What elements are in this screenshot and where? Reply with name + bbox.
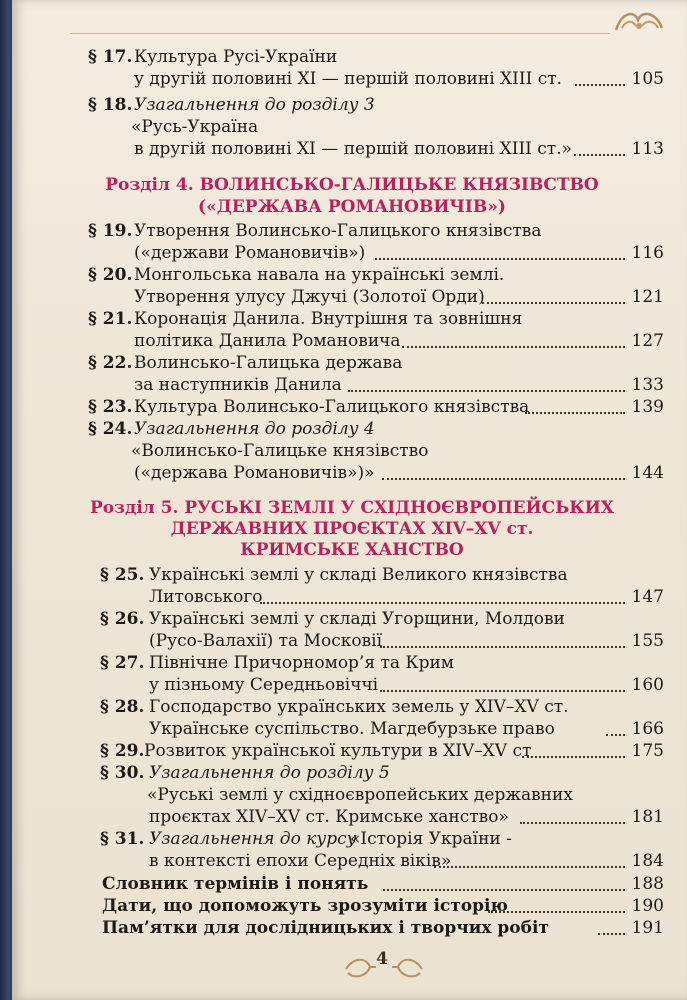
entry-title-line: Дати, що допоможуть зрозуміти історію [102, 896, 508, 916]
page-ref: 113 [631, 139, 664, 159]
entry-number: § 19. [88, 221, 133, 241]
leader-dots [260, 602, 625, 604]
leader-dots [382, 478, 625, 480]
leader-dots [375, 258, 625, 260]
page-ref: 121 [631, 287, 664, 307]
entry-title-line: Українські землі у складі Великого князівства [149, 565, 568, 585]
page-ref: 188 [631, 874, 664, 894]
entry-title-line: Розвиток української культури в XIV–XV ст [144, 741, 532, 761]
entry-title-line: за наступників Данила [134, 375, 342, 395]
leader-dots [525, 412, 625, 414]
page-ref: 184 [631, 851, 664, 871]
book-page [12, 0, 687, 1000]
entry-title-line: Литовського [149, 587, 263, 607]
entry-title-line: Утворення Волинсько-Галицького князівства [134, 221, 542, 241]
leader-dots [383, 889, 625, 891]
entry-number: § 23. [88, 397, 133, 417]
entry-title-line: «Історія України - [350, 829, 512, 849]
entry-title-line: Словник термінів і понять [102, 874, 369, 894]
leader-dots [434, 866, 625, 868]
leader-dots [575, 84, 625, 86]
entry-number: § 27. [100, 653, 145, 673]
page-ref: 147 [631, 587, 664, 607]
page-ref: 166 [631, 719, 664, 739]
entry-number: § 30. [100, 763, 145, 783]
page-ref: 181 [631, 807, 664, 827]
entry-title-line: Коронація Данила. Внутрішня та зовнішня [134, 309, 523, 329]
section-heading: Розділ 5. РУСЬКІ ЗЕМЛІ У СХІДНОЄВРОПЕЙСЬКИХ [90, 498, 614, 518]
entry-title-line: у другій половині XI — першій половині XIII ст. [134, 69, 563, 89]
page-ref: 144 [631, 463, 664, 483]
entry-title-line: «Волинсько-Галицьке князівство [131, 441, 429, 461]
page-ref: 105 [631, 69, 664, 89]
page-ref: 160 [631, 675, 664, 695]
entry-title-line: Волинсько-Галицька держава [134, 353, 403, 373]
entry-title-line: (Русо-Валахії) та Московії [149, 631, 383, 651]
entry-title-line: Монгольська навала на українські землі. [134, 265, 505, 285]
entry-title-line: проєктах XIV–XV ст. Кримське ханство» [149, 807, 509, 827]
entry-title-line: («держави Романовичів») [134, 243, 366, 263]
leader-dots [348, 390, 625, 392]
entry-number: § 28. [100, 697, 145, 717]
entry-title-line: в контексті епохи Середніх віків» [149, 851, 452, 871]
leader-dots [380, 646, 625, 648]
entry-title-line: Господарство українських земель у XIV–XV ст. [149, 697, 569, 717]
entry-title-line: у пізньому Середньовіччі [149, 675, 379, 695]
page-ref: 133 [631, 375, 664, 395]
section-heading: Розділ 4. ВОЛИНСЬКО-ГАЛИЦЬКЕ КНЯЗІВСТВО [105, 175, 599, 195]
page-ref: 139 [631, 397, 664, 417]
entry-number: § 29. [100, 741, 145, 761]
entry-number: § 20. [88, 265, 133, 285]
leader-dots [488, 911, 625, 913]
entry-title-line: Українське суспільство. Магдебурзьке право [149, 719, 555, 739]
entry-number: § 26. [100, 609, 145, 629]
page-ref: 127 [631, 331, 664, 351]
entry-number: § 21. [88, 309, 133, 329]
entry-title-line: Узагальнення до розділу 5 [149, 763, 390, 783]
page-ref: 116 [631, 243, 664, 263]
entry-number: § 31. [100, 829, 145, 849]
entry-number: § 25. [100, 565, 145, 585]
entry-title-line: Пам’ятки для дослідницьких і творчих робіт [102, 918, 549, 938]
leader-dots [402, 346, 625, 348]
entry-number: § 22. [88, 353, 133, 373]
leader-dots [482, 302, 625, 304]
entry-number: § 17. [88, 47, 133, 67]
table-of-contents [12, 0, 687, 1000]
entry-title-line: в другій половині XI — першій половині XIII ст.» [134, 139, 573, 159]
page-ref: 190 [631, 896, 664, 916]
entry-title-line: Північне Причорномор’я та Крим [149, 653, 455, 673]
entry-title-line: Українські землі у складі Угорщини, Молдови [149, 609, 565, 629]
page-ref: 175 [631, 741, 664, 761]
page-number: 4 [376, 949, 388, 969]
entry-title-line: «Руські землі у східноєвропейських державних [147, 785, 573, 805]
entry-title-line: «Русь-Україна [131, 117, 259, 137]
leader-dots [522, 756, 625, 758]
section-heading: ДЕРЖАВНИХ ПРОЄКТАХ XIV–XV ст. [170, 519, 534, 539]
page-ref: 191 [631, 918, 664, 938]
entry-title-line: Культура Волинсько-Галицького князівства [134, 397, 530, 417]
entry-title-line: Узагальнення до розділу 3 [134, 95, 375, 115]
page-ref: 155 [631, 631, 664, 651]
entry-title-line: Культура Русі-України [134, 47, 338, 67]
entry-title-line: Узагальнення до розділу 4 [134, 419, 375, 439]
entry-title-line: Утворення улусу Джучі (Золотої Орди) [134, 287, 485, 307]
leader-dots [520, 822, 625, 824]
entry-number: § 18. [88, 95, 133, 115]
entry-title-line: політика Данила Романовича [134, 331, 401, 351]
entry-title-line: Узагальнення до курсу [149, 829, 357, 849]
section-heading: («ДЕРЖАВА РОМАНОВИЧІВ») [198, 197, 506, 217]
leader-dots [380, 690, 625, 692]
entry-number: § 24. [88, 419, 133, 439]
leader-dots [574, 154, 625, 156]
section-heading: КРИМСЬКЕ ХАНСТВО [240, 540, 464, 560]
entry-title-line: («держава Романовичів»)» [134, 463, 375, 483]
